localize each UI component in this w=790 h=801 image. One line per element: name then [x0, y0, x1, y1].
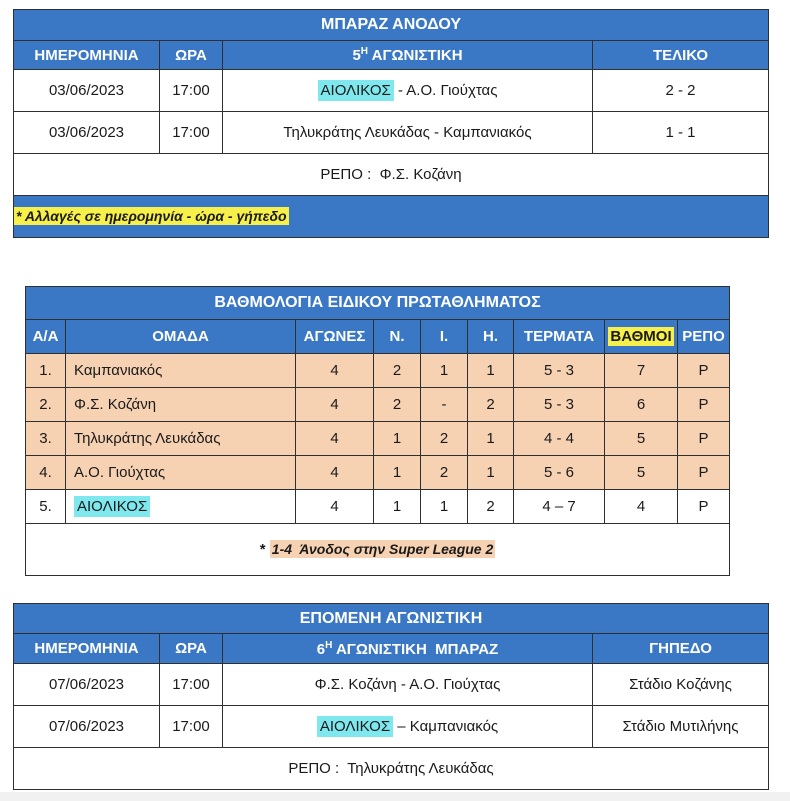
header-rest: ΡΕΠΟ — [678, 320, 730, 354]
rest: Ρ — [678, 354, 730, 388]
next-round-table — [13, 603, 769, 790]
team-name: Τηλυκράτης Λευκάδας — [66, 422, 296, 456]
played: 4 — [296, 456, 374, 490]
match-date: 07/06/2023 — [14, 706, 160, 748]
team-away: Α.Ο. Γιούχτας — [409, 676, 501, 693]
draws: - — [421, 388, 468, 422]
points: 5 — [605, 456, 678, 490]
losses: 1 — [468, 354, 514, 388]
header-team: ΟΜΑΔΑ — [66, 320, 296, 354]
team-name: ΑΙΟΛΙΚΟΣ — [74, 496, 150, 517]
table-row — [26, 490, 730, 524]
draws: 1 — [421, 354, 468, 388]
rest: Ρ — [678, 422, 730, 456]
barage-rest-team: ΡΕΠΟ : Φ.Σ. Κοζάνη — [14, 154, 769, 196]
match-time: 17:00 — [160, 112, 223, 154]
match-date: 07/06/2023 — [14, 664, 160, 706]
header-played: ΑΓΩΝΕΣ — [296, 320, 374, 354]
rest: Ρ — [678, 490, 730, 524]
match-venue: Στάδιο Κοζάνης — [593, 664, 769, 706]
draws: 2 — [421, 422, 468, 456]
points: 5 — [605, 422, 678, 456]
header-wins: Ν. — [374, 320, 421, 354]
played: 4 — [296, 354, 374, 388]
match-separator: - — [393, 82, 407, 99]
team-away: Καμπανιακός — [443, 124, 532, 141]
note-star: * — [259, 541, 270, 558]
team-name-cell — [66, 490, 296, 524]
match-separator: - — [396, 676, 410, 693]
team-away: Α.Ο. Γιούχτας — [406, 82, 498, 99]
match-venue: Στάδιο Μυτιλήνης — [593, 706, 769, 748]
draws: 2 — [421, 456, 468, 490]
position: 3. — [26, 422, 66, 456]
team-home: ΑΙΟΛΙΚΟΣ — [318, 80, 394, 101]
team-away: Καμπανιακός — [409, 718, 499, 735]
table-row — [26, 354, 730, 388]
table-row — [26, 456, 730, 490]
losses: 1 — [468, 456, 514, 490]
header-losses: Η. — [468, 320, 514, 354]
team-name: Φ.Σ. Κοζάνη — [66, 388, 296, 422]
round-superscript: Η — [360, 46, 369, 57]
table-row — [14, 664, 769, 706]
next-round-title: ΕΠΟΜΕΝΗ ΑΓΩΝΙΣΤΙΚΗ — [14, 604, 769, 634]
goals: 5 - 3 — [514, 388, 605, 422]
losses: 2 — [468, 490, 514, 524]
table-row — [14, 706, 769, 748]
points: 6 — [605, 388, 678, 422]
barage-note-bar — [14, 196, 769, 238]
position: 4. — [26, 456, 66, 490]
standings-title: ΒΑΘΜΟΛΟΓΙΑ ΕΙΔΙΚΟΥ ΠΡΩΤΑΘΛΗΜΑΤΟΣ — [26, 287, 730, 320]
rest: Ρ — [678, 388, 730, 422]
team-name: Καμπανιακός — [66, 354, 296, 388]
header-goals: ΤΕΡΜΑΤΑ — [514, 320, 605, 354]
next-header-round — [223, 634, 593, 664]
goals: 4 – 7 — [514, 490, 605, 524]
barage-note: * Αλλαγές σε ημερομηνία - ώρα - γήπεδο — [16, 208, 287, 224]
barage-table — [13, 9, 769, 238]
standings-note — [26, 524, 730, 576]
barage-header-date: ΗΜΕΡΟΜΗΝΙΑ — [14, 41, 160, 70]
next-rest-team: ΡΕΠΟ : Τηλυκράτης Λευκάδας — [14, 748, 769, 790]
header-draws: Ι. — [421, 320, 468, 354]
team-home: Φ.Σ. Κοζάνη — [314, 676, 397, 693]
round-word: ΑΓΩΝΙΣΤΙΚΗ — [371, 47, 463, 64]
barage-header-round — [223, 41, 593, 70]
played: 4 — [296, 422, 374, 456]
standings-table — [25, 286, 730, 576]
losses: 2 — [468, 388, 514, 422]
team-home: ΑΙΟΛΙΚΟΣ — [317, 716, 393, 737]
match-teams — [223, 70, 593, 112]
next-header-time: ΩΡΑ — [160, 634, 223, 664]
goals: 5 - 3 — [514, 354, 605, 388]
table-row — [14, 70, 769, 112]
position: 5. — [26, 490, 66, 524]
points: 7 — [605, 354, 678, 388]
barage-header-final: ΤΕΛΙΚΟ — [593, 41, 769, 70]
match-time: 17:00 — [160, 70, 223, 112]
team-name: Α.Ο. Γιούχτας — [66, 456, 296, 490]
next-header-venue: ΓΗΠΕΔΟ — [593, 634, 769, 664]
round-superscript: Η — [325, 639, 333, 651]
table-row — [26, 422, 730, 456]
table-row — [26, 388, 730, 422]
match-date: 03/06/2023 — [14, 112, 160, 154]
match-score: 1 - 1 — [593, 112, 769, 154]
round-number: 5 — [352, 47, 361, 64]
match-date: 03/06/2023 — [14, 70, 160, 112]
wins: 1 — [374, 490, 421, 524]
promotion-note: 1-4 Άνοδος στην Super League 2 — [271, 541, 494, 557]
played: 4 — [296, 388, 374, 422]
bottom-strip — [0, 792, 790, 801]
round-word: ΑΓΩΝΙΣΤΙΚΗ ΜΠΑΡΑΖ — [335, 640, 499, 658]
position: 1. — [26, 354, 66, 388]
match-separator: - — [429, 124, 444, 141]
round-number: 6 — [316, 640, 326, 658]
goals: 4 - 4 — [514, 422, 605, 456]
wins: 2 — [374, 388, 421, 422]
rest: Ρ — [678, 456, 730, 490]
wins: 1 — [374, 456, 421, 490]
match-teams — [223, 112, 593, 154]
match-time: 17:00 — [160, 664, 223, 706]
match-time: 17:00 — [160, 706, 223, 748]
goals: 5 - 6 — [514, 456, 605, 490]
team-home: Τηλυκράτης Λευκάδας — [283, 124, 430, 141]
wins: 2 — [374, 354, 421, 388]
points: 4 — [605, 490, 678, 524]
losses: 1 — [468, 422, 514, 456]
header-position: Α/Α — [26, 320, 66, 354]
barage-header-time: ΩΡΑ — [160, 41, 223, 70]
draws: 1 — [421, 490, 468, 524]
played: 4 — [296, 490, 374, 524]
position: 2. — [26, 388, 66, 422]
match-teams — [223, 706, 593, 748]
wins: 1 — [374, 422, 421, 456]
match-teams — [223, 664, 593, 706]
header-points — [605, 320, 678, 354]
barage-title: ΜΠΑΡΑΖ ΑΝΟΔΟΥ — [14, 10, 769, 41]
next-header-date: ΗΜΕΡΟΜΗΝΙΑ — [14, 634, 160, 664]
match-separator: – — [393, 718, 410, 735]
match-score: 2 - 2 — [593, 70, 769, 112]
points-label: ΒΑΘΜΟΙ — [610, 328, 672, 345]
table-row — [14, 112, 769, 154]
